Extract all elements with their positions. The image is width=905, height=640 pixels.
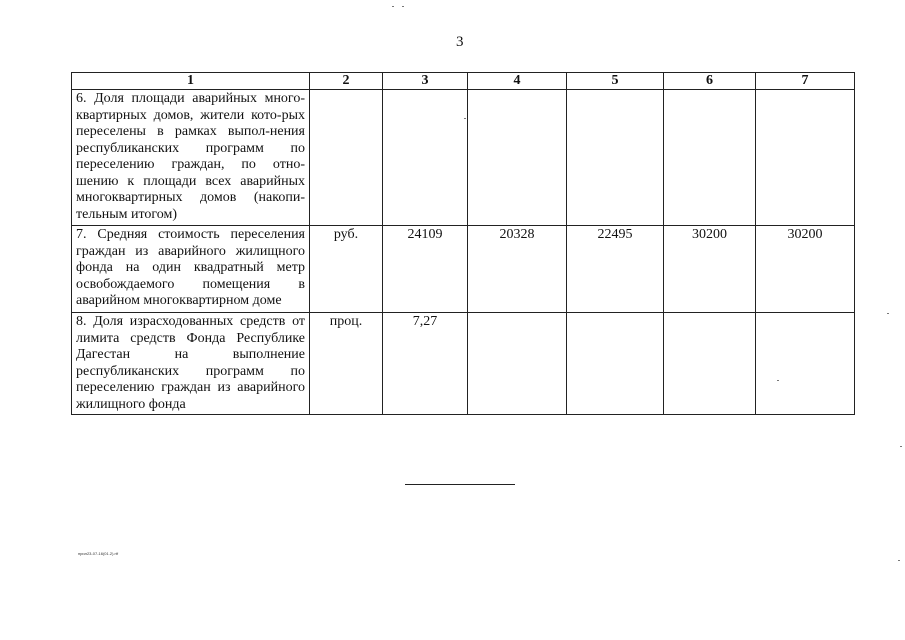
value-cell — [567, 90, 664, 226]
value-cell: 20328 — [468, 226, 567, 313]
scan-speck — [392, 6, 394, 7]
scan-speck — [898, 560, 900, 561]
indicators-table — [71, 72, 855, 415]
column-header: 1 — [72, 73, 310, 90]
file-code: прил23-07-16(01.2).rtf — [78, 551, 119, 556]
value-cell — [664, 90, 756, 226]
value-cell — [567, 313, 664, 415]
scan-speck — [887, 313, 889, 314]
unit-cell: проц. — [310, 313, 383, 415]
value-cell — [756, 313, 855, 415]
table-header-row — [72, 73, 855, 90]
closing-rule — [405, 484, 515, 485]
value-cell: 30200 — [756, 226, 855, 313]
column-header: 7 — [756, 73, 855, 90]
page-number: 3 — [456, 34, 464, 50]
scan-speck — [402, 6, 404, 7]
unit-cell: руб. — [310, 226, 383, 313]
column-header: 4 — [468, 73, 567, 90]
value-cell — [756, 90, 855, 226]
indicator-description: 7. Средняя стоимость переселения граждан из аварийного жилищного фонда на один квадратный метр освобождаемого помещения в аварийном многоквартирном доме — [72, 226, 310, 313]
value-cell — [468, 313, 567, 415]
column-header: 2 — [310, 73, 383, 90]
table-row — [72, 226, 855, 313]
value-cell: 22495 — [567, 226, 664, 313]
table-row — [72, 313, 855, 415]
indicator-description: 8. Доля израсходованных средств от лимита средств Фонда Республике Дагестан на выполнение республиканских программ по переселению граждан из аварийного жилищного фонда — [72, 313, 310, 415]
value-cell — [468, 90, 567, 226]
column-header: 5 — [567, 73, 664, 90]
indicator-description: 6. Доля площади аварийных много-квартирных домов, жители кото-рых переселены в рамках выпол-нения республиканских программ по переселению граждан, по отно-шению к площади всех аварийных многоквартирных домов (накопи-тельным итогом) — [72, 90, 310, 226]
value-cell: 30200 — [664, 226, 756, 313]
value-cell — [664, 313, 756, 415]
table-row — [72, 90, 855, 226]
column-header: 3 — [383, 73, 468, 90]
unit-cell — [310, 90, 383, 226]
scan-speck — [777, 380, 779, 381]
value-cell: 7,27 — [383, 313, 468, 415]
value-cell — [383, 90, 468, 226]
column-header: 6 — [664, 73, 756, 90]
scan-speck — [900, 446, 902, 447]
value-cell: 24109 — [383, 226, 468, 313]
scan-speck — [464, 118, 466, 119]
